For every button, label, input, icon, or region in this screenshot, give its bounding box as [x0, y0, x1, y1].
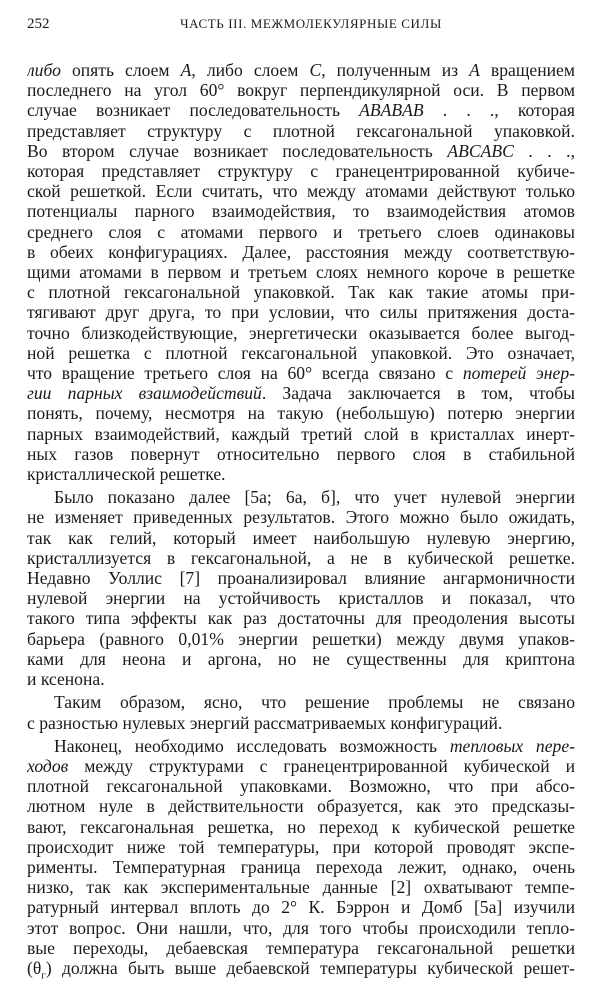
text-line: с разностью нулевых энергий рассматриваемых конфигураций.: [27, 712, 503, 733]
body-text: [27, 60, 575, 986]
text-line: ками для неона и аргона, но не существенны для криптона: [27, 648, 575, 669]
text-line: случае возникает последовательность ABABAB . . ., которая: [27, 100, 575, 121]
text-line: представляет структуру с плотной гексагональной упаковкой.: [27, 120, 575, 141]
text-line: рименты. Температурная граница перехода лежит, однако, очень: [27, 856, 575, 877]
text-line: не изменяет приведенных результатов. Этого можно было ожидать,: [27, 507, 575, 528]
text-line: $(\theta_г)$ должна быть выше дебаевской температуры кубической решет-: [27, 957, 575, 982]
paragraph: [27, 736, 575, 986]
text-line: либо опять слоем A, либо слоем C, полученным из A вращением: [27, 60, 575, 80]
text-line: барьера (равного 0,01% энергии решетки) между двумя упаков-: [27, 628, 575, 649]
text-line: нулевой энергии на устойчивость кристаллов и показал, что: [27, 588, 575, 609]
text-line: которая представляет структуру с гранецентрированной кубиче-: [27, 161, 575, 182]
text-line: происходит ниже той температуры, при которой проводят экспе-: [27, 836, 575, 857]
paragraph: [27, 692, 575, 732]
text-line: понять, почему, несмотря на такую (небольшую) потерю энергии: [27, 403, 575, 424]
text-line: лютном нуле в действительности образуется, как это предсказы-: [27, 796, 575, 817]
text-line: ратурный интервал вплоть до 2° К. Бэррон и Домб [5а] изучили: [27, 897, 575, 918]
text-line: с плотной гексагональной упаковкой. Так как такие атомы при-: [27, 282, 575, 303]
text-line: ных газов повернут относительно первого слоя в стабильной: [27, 443, 575, 464]
text-line: Наконец, необходимо исследовать возможность тепловых пере-: [54, 735, 575, 756]
text-line: этот вопрос. Они нашли, что, для того чтобы происходили тепло-: [27, 917, 575, 938]
text-line: гии парных взаимодействий. Задача заключается в том, чтобы: [27, 383, 575, 404]
text-line: тягивают друг друга, то при условии, что силы притяжения доста-: [27, 302, 575, 323]
running-title: ЧАСТЬ III. МЕЖМОЛЕКУЛЯРНЫЕ СИЛЫ: [180, 16, 442, 31]
page-number: 252: [27, 16, 50, 32]
page-header: [27, 14, 575, 38]
book-page: [27, 14, 575, 986]
text-line: среднего слоя с атомами первого и третьего слоев одинаковы: [27, 221, 575, 242]
text-line: что вращение третьего слоя на 60° всегда связано с потерей энер-: [27, 363, 575, 384]
text-line: низко, так как экспериментальные данные [2] охватывают темпе-: [27, 877, 575, 898]
text-line: потенциалы парного взаимодействия, то взаимодействия атомов: [27, 201, 575, 222]
text-line: кристаллической решетке.: [27, 464, 226, 485]
text-line: ходов между структурами с гранецентрированной кубической и: [27, 755, 575, 776]
paragraph: [27, 60, 575, 484]
paragraph: [27, 487, 575, 689]
text-line: щими атомами в первом и третьем слоях немного короче в решетке: [27, 262, 575, 283]
text-line: ной решетка с плотной гексагональной упаковкой. Это означает,: [27, 342, 575, 363]
text-line: так как гелий, который имеет наибольшую нулевую энергию,: [27, 527, 575, 548]
text-line: в обеих конфигурациях. Далее, расстояния между соответствую-: [27, 241, 575, 262]
text-line: точно близкодействующие, энергетически оказывается более выгод-: [27, 322, 575, 343]
text-line: ской решеткой. Если считать, что между атомами действуют только: [27, 181, 575, 202]
text-line: и ксенона.: [27, 669, 105, 690]
text-line: плотной гексагональной упаковками. Возможно, что при абсо-: [27, 776, 575, 797]
text-line: Недавно Уоллис [7] проанализировал влияние ангармоничности: [27, 568, 575, 589]
text-line: Во втором случае возникает последовательность ABCABC . . .,: [27, 140, 575, 161]
text-line: парных взаимодействий, каждый третий слой в кристаллах инерт-: [27, 423, 575, 444]
text-line: вые переходы, дебаевская температура гексагональной решетки: [27, 937, 575, 958]
text-line: кристаллизуется в гексагональной, а не в кубической решетке.: [27, 547, 575, 568]
text-line: Таким образом, ясно, что решение проблемы не связано: [54, 692, 575, 713]
text-line: такого типа эффекты как раз достаточны для преодоления высоты: [27, 608, 575, 629]
text-line: Было показано далее [5а; 6а, б], что учет нулевой энергии: [54, 487, 575, 508]
text-line: последнего на угол 60° вокруг перпендикулярной оси. В первом: [27, 80, 575, 101]
text-line: вают, гексагональная решетка, но переход к кубической решетке: [27, 816, 575, 837]
